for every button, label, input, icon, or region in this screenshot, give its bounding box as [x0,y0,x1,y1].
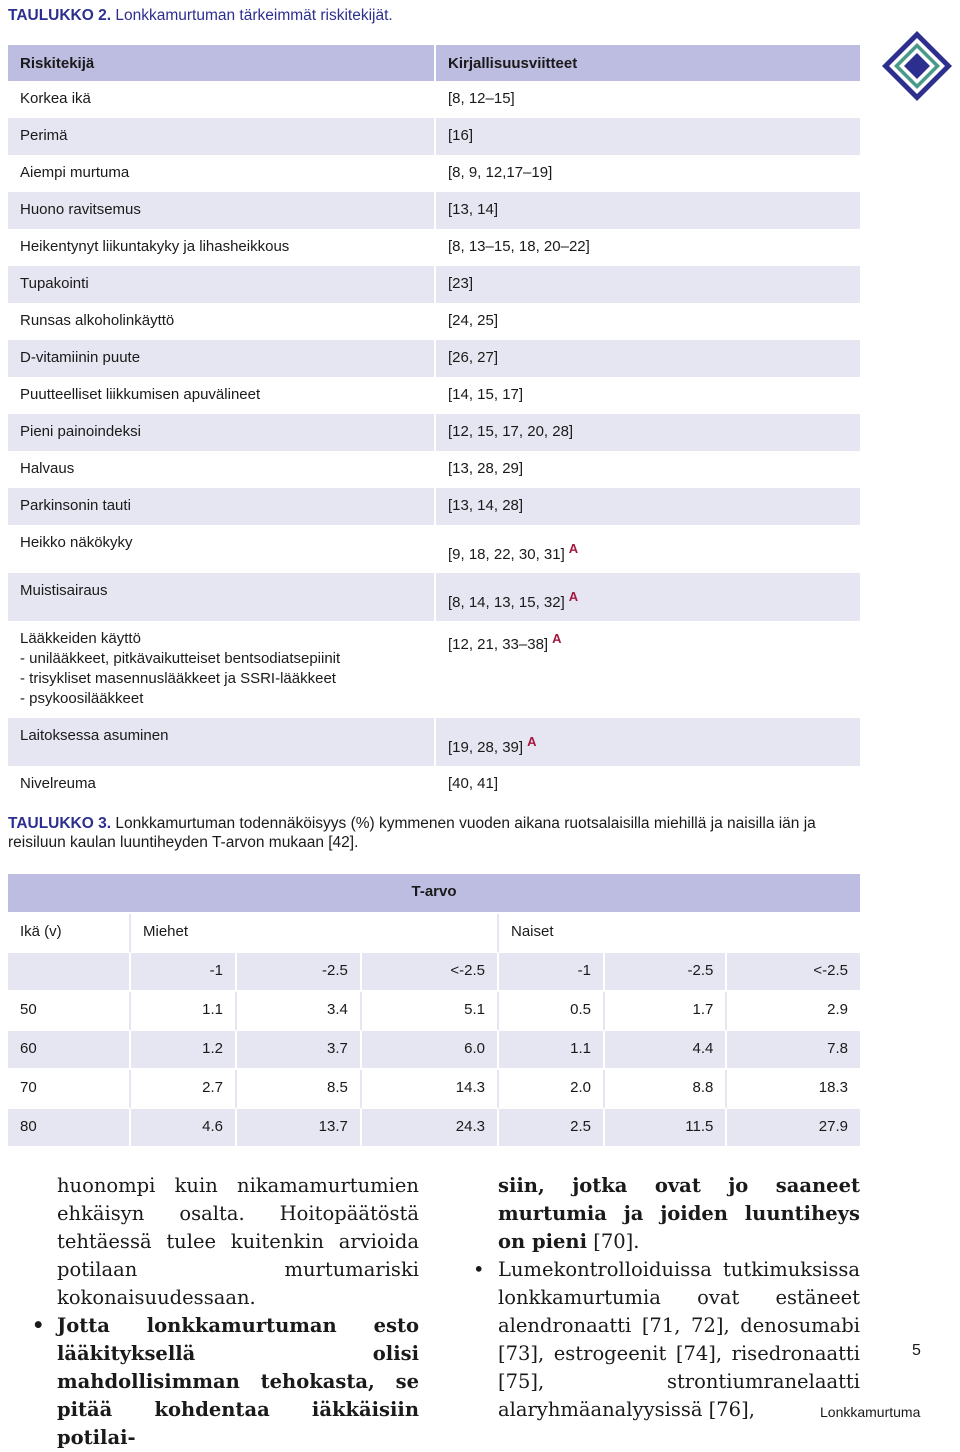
risk-row [8,118,860,155]
references-cell [436,118,860,155]
probability-cell: 1.7 [605,992,727,1031]
risk-factor-cell: Tupakointi [8,266,436,303]
references-text: [19, 28, 39] [448,739,524,756]
t-value-header: -1 [499,953,605,992]
risk-factor-cell: Nivelreuma [8,766,436,803]
footnote-marker: A [552,631,562,646]
left-paragraph: huonompi kuin nikamamurtumien ehkäisyn osalta. Hoitopäätöstä tehtäessä tulee kuitenkin arvioida potilaan murtumariski kokonaisuudessaan. [57,1174,419,1309]
t-value-header: -1 [131,953,237,992]
references-cell [436,525,860,573]
references-cell [436,155,860,192]
bullet-dot-icon: • [473,1258,485,1281]
references-text: [13, 14, 28] [448,497,524,514]
references-cell [436,303,860,340]
probability-cell: 6.0 [362,1031,499,1070]
probability-cell: 0.5 [499,992,605,1031]
risk-factor-cell: Laitoksessa asuminen [8,718,436,766]
references-text: [13, 14] [448,201,499,218]
risk-factor-cell: Parkinsonin tauti [8,488,436,525]
fracture-probability-table [8,874,860,1148]
table2-caption [8,6,393,25]
risk-factor-cell: Muistisairaus [8,573,436,621]
references-cell [436,766,860,803]
probability-cell: 4.4 [605,1031,727,1070]
references-cell [436,573,860,621]
right-bullet-item [473,1256,860,1424]
probability-row [8,1031,860,1070]
references-text: [23] [448,275,474,292]
risk-row [8,414,860,451]
risk-row [8,488,860,525]
risk-row [8,621,860,718]
references-text: [24, 25] [448,312,499,329]
probability-cell: 1.1 [499,1031,605,1070]
references-cell [436,451,860,488]
women-label: Naiset [499,914,860,953]
probability-cell: 14.3 [362,1070,499,1109]
probability-cell: 2.0 [499,1070,605,1109]
probability-row [8,1109,860,1148]
page-number: 5 [912,1342,921,1359]
references-text: [40, 41] [448,775,499,792]
references-text: [12, 21, 33–38] [448,636,549,653]
left-column [32,1172,419,1452]
probability-row [8,1070,860,1109]
probability-cell: 8.5 [237,1070,362,1109]
footnote-marker: A [568,589,579,604]
age-cell: 60 [8,1031,131,1070]
references-text: [8, 12–15] [448,90,515,107]
risk-factor-cell: Halvaus [8,451,436,488]
age-cell: 70 [8,1070,131,1109]
left-bullet-text: Jotta lonkkamurtuman esto lääkityksellä olisi mahdollisimman tehokasta, se pitää kohdentaa iäkkäisiin potilai- [57,1314,419,1449]
risk-row [8,155,860,192]
header-references: Kirjallisuusviitteet [436,45,860,81]
references-text: [26, 27] [448,349,499,366]
bullet-dot-icon: • [32,1314,45,1337]
men-label: Miehet [131,914,499,953]
right-bullet-text: Lumekontrolloiduissa tutkimuksissa lonkkamurtumia ovat estäneet alendronaatti [71, 72], denosumabi [73], estrogeenit [74], risedronaatti [75], strontiumranelaatti alaryhmäanalyysissä [76], [498,1258,860,1421]
table3-caption [8,814,868,852]
risk-row [8,192,860,229]
right-bold-text: siin, jotka ovat jo saaneet murtumia ja joiden luuntiheys on pieni [498,1174,860,1253]
probability-cell: 24.3 [362,1109,499,1148]
t-value-header: -2.5 [605,953,727,992]
references-cell [436,414,860,451]
right-column [473,1172,860,1424]
probability-cell: 2.5 [499,1109,605,1148]
probability-cell: 11.5 [605,1109,727,1148]
age-label: Ikä (v) [8,914,131,953]
risk-factor-cell: Heikko näkökyky [8,525,436,573]
t-value-blank [8,953,131,992]
age-cell: 80 [8,1109,131,1148]
references-cell [436,621,860,718]
references-cell [436,488,860,525]
table3-caption-label: TAULUKKO 3. [8,815,112,832]
risk-row [8,525,860,573]
risk-factor-cell: Runsas alkoholinkäyttö [8,303,436,340]
references-text: [16] [448,127,474,144]
references-text: [12, 15, 17, 20, 28] [448,423,574,440]
risk-row [8,451,860,488]
risk-row [8,340,860,377]
risk-factor-cell: Heikentynyt liikuntakyky ja lihasheikkous [8,229,436,266]
footnote-marker: A [527,734,537,749]
probability-cell: 7.8 [727,1031,860,1070]
references-text: [8, 13–15, 18, 20–22] [448,238,590,255]
risk-row [8,303,860,340]
references-cell [436,81,860,118]
risk-factor-cell: Huono ravitsemus [8,192,436,229]
header-risk-factor: Riskitekijä [8,45,436,81]
table2-caption-text: Lonkkamurtuman tärkeimmät riskitekijät. [115,7,393,24]
references-cell [436,340,860,377]
right-paragraph [498,1172,860,1256]
t-value-header: -2.5 [237,953,362,992]
references-text: [13, 28, 29] [448,460,524,477]
references-cell [436,377,860,414]
probability-row [8,992,860,1031]
risk-factor-cell: D-vitamiinin puute [8,340,436,377]
risk-row [8,266,860,303]
references-text: [14, 15, 17] [448,386,524,403]
references-cell [436,192,860,229]
table3-caption-text: Lonkkamurtuman todennäköisyys (%) kymmenen vuoden aikana ruotsalaisilla miehillä ja naisilla iän ja reisiluun kaulan luuntiheyden T-arvon mukaan [42]. [8,815,816,851]
age-cell: 50 [8,992,131,1031]
t-value-header: <-2.5 [362,953,499,992]
probability-cell: 2.9 [727,992,860,1031]
table2-caption-label: TAULUKKO 2. [8,7,112,24]
probability-cell: 18.3 [727,1070,860,1109]
risk-factor-cell: Perimä [8,118,436,155]
risk-factor-table [8,45,860,803]
probability-cell: 8.8 [605,1070,727,1109]
risk-row [8,573,860,621]
probability-cell: 5.1 [362,992,499,1031]
references-text: [8, 9, 12,17–19] [448,164,553,181]
probability-cell: 1.1 [131,992,237,1031]
risk-row [8,766,860,803]
t-value-header: <-2.5 [727,953,860,992]
probability-cell: 13.7 [237,1109,362,1148]
probability-cell: 2.7 [131,1070,237,1109]
references-cell [436,718,860,766]
footer-title: Lonkkamurtuma [820,1404,921,1420]
risk-factor-cell: Pieni painoindeksi [8,414,436,451]
references-cell [436,229,860,266]
diamond-logo-icon [880,29,954,103]
risk-row [8,229,860,266]
probability-cell: 3.7 [237,1031,362,1070]
left-bullet-item [32,1312,419,1452]
probability-cell: 4.6 [131,1109,237,1148]
references-cell [436,266,860,303]
footnote-marker: A [568,541,579,556]
risk-row [8,718,860,766]
risk-factor-cell: Puutteelliset liikkumisen apuvälineet [8,377,436,414]
probability-cell: 3.4 [237,992,362,1031]
references-text: [9, 18, 22, 30, 31] [448,546,565,563]
risk-row [8,377,860,414]
risk-row [8,81,860,118]
risk-factor-cell: Lääkkeiden käyttö - unilääkkeet, pitkävaikutteiset bentsodiatsepiinit - trisykliset masennuslääkkeet ja SSRI-lääkkeet - psykoosilääkkeet [8,621,436,718]
risk-factor-cell: Aiempi murtuma [8,155,436,192]
right-bold-ref: [70]. [587,1230,640,1253]
t-score-title: T-arvo [8,874,860,914]
probability-cell: 27.9 [727,1109,860,1148]
probability-cell: 1.2 [131,1031,237,1070]
references-text: [8, 14, 13, 15, 32] [448,594,565,611]
risk-factor-cell: Korkea ikä [8,81,436,118]
